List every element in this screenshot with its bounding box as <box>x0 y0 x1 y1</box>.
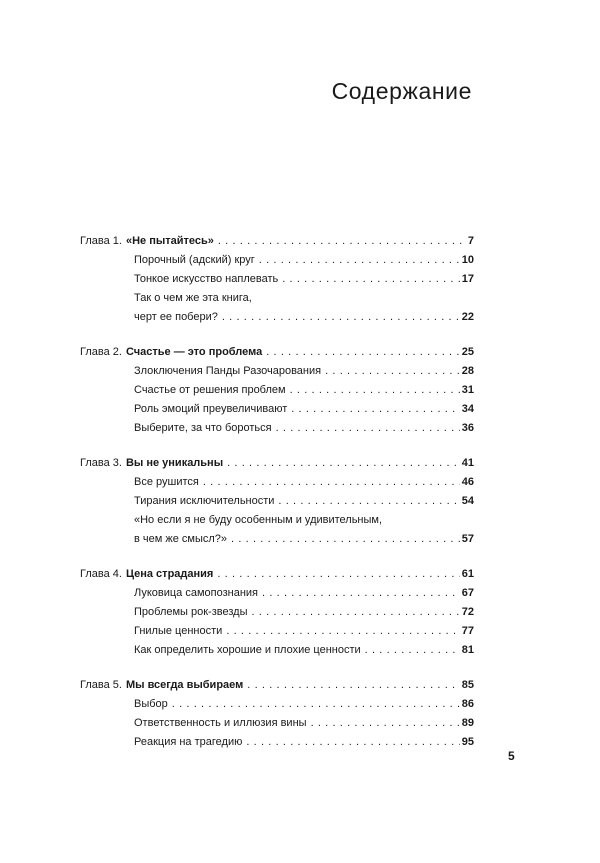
chapter-prefix: Глава 5. <box>80 679 122 691</box>
toc-item[interactable] <box>80 622 474 641</box>
page-ref: 89 <box>461 717 474 729</box>
item-title: Выберите, за что бороться <box>134 422 272 434</box>
page-ref: 61 <box>461 568 474 580</box>
page-ref: 85 <box>461 679 474 691</box>
dot-leader <box>365 641 460 660</box>
item-title: Злоключения Панды Разочарования <box>134 365 322 377</box>
page-title: Содержание <box>331 78 472 104</box>
chapter-prefix: Глава 4. <box>80 568 122 580</box>
item-title: Роль эмоций преувеличивают <box>134 403 288 415</box>
chapter-heading-row[interactable] <box>80 232 474 251</box>
item-title: черт ее побери? <box>134 311 218 323</box>
toc-item[interactable] <box>80 381 474 400</box>
dot-leader <box>266 343 460 362</box>
chapter-title: Цена страдания <box>125 568 214 580</box>
toc-item-line1[interactable] <box>80 511 474 530</box>
dot-leader <box>278 492 459 511</box>
toc-item[interactable] <box>80 419 474 438</box>
chapter-2 <box>80 343 474 438</box>
toc-item[interactable] <box>80 270 474 289</box>
chapter-prefix: Глава 1. <box>80 235 122 247</box>
page-ref: 81 <box>461 644 474 656</box>
item-title: Все рушится <box>134 476 199 488</box>
page-ref: 10 <box>461 254 474 266</box>
chapter-heading-row[interactable] <box>80 454 474 473</box>
item-title: Гнилые ценности <box>134 625 223 637</box>
dot-leader <box>259 251 460 270</box>
toc-item[interactable] <box>80 251 474 270</box>
chapter-title: Вы не уникальны <box>125 457 224 469</box>
dot-leader <box>217 565 459 584</box>
item-title: Выбор <box>134 698 168 710</box>
page-ref: 31 <box>461 384 474 396</box>
chapter-title: Мы всегда выбираем <box>125 679 244 691</box>
dot-leader <box>247 676 459 695</box>
item-title-line1: Так о чем же эта книга, <box>134 292 252 304</box>
page-ref: 28 <box>461 365 474 377</box>
item-title: Порочный (адский) круг <box>134 254 255 266</box>
dot-leader <box>291 400 460 419</box>
page-ref: 86 <box>461 698 474 710</box>
item-title: Тирания исключительности <box>134 495 275 507</box>
dot-leader <box>172 695 460 714</box>
page-number: 5 <box>508 749 515 763</box>
item-title-line1: «Но если я не буду особенным и удивительным, <box>134 514 383 526</box>
chapter-heading-row[interactable] <box>80 343 474 362</box>
page-ref: 95 <box>461 736 474 748</box>
page-ref: 77 <box>461 625 474 637</box>
toc-item[interactable] <box>80 584 474 603</box>
item-title: Реакция на трагедию <box>134 736 243 748</box>
toc-item[interactable] <box>80 714 474 733</box>
chapter-title: Счастье — это проблема <box>125 346 263 358</box>
chapter-5 <box>80 676 474 752</box>
item-title: Проблемы рок-звезды <box>134 606 248 618</box>
item-title: Луковица самопознания <box>134 587 259 599</box>
page-ref: 7 <box>467 235 474 247</box>
dot-leader <box>246 733 459 752</box>
toc-item[interactable] <box>80 641 474 660</box>
page-ref: 54 <box>461 495 474 507</box>
dot-leader <box>262 584 460 603</box>
dot-leader <box>218 232 466 251</box>
item-title: Как определить хорошие и плохие ценности <box>134 644 361 656</box>
dot-leader <box>325 362 460 381</box>
dot-leader <box>203 473 460 492</box>
dot-leader <box>227 454 460 473</box>
item-title: Тонкое искусство наплевать <box>134 273 279 285</box>
dot-leader <box>252 603 460 622</box>
page-ref: 41 <box>461 457 474 469</box>
page-ref: 36 <box>461 422 474 434</box>
page-ref: 72 <box>461 606 474 618</box>
page-ref: 25 <box>461 346 474 358</box>
toc-item[interactable] <box>80 603 474 622</box>
page-ref: 57 <box>461 533 474 545</box>
page-ref: 22 <box>461 311 474 323</box>
item-title: в чем же смысл?» <box>134 533 228 545</box>
toc-item[interactable] <box>80 695 474 714</box>
toc-item[interactable] <box>80 400 474 419</box>
toc-item[interactable] <box>80 530 474 549</box>
item-title: Счастье от решения проблем <box>134 384 286 396</box>
chapter-heading-row[interactable] <box>80 676 474 695</box>
toc-item-line1[interactable] <box>80 289 474 308</box>
chapter-3 <box>80 454 474 549</box>
dot-leader <box>226 622 459 641</box>
chapter-heading-row[interactable] <box>80 565 474 584</box>
chapter-prefix: Глава 2. <box>80 346 122 358</box>
chapter-4 <box>80 565 474 660</box>
toc-item[interactable] <box>80 362 474 381</box>
dot-leader <box>222 308 460 327</box>
page-ref: 34 <box>461 403 474 415</box>
dot-leader <box>282 270 460 289</box>
chapter-1 <box>80 232 474 327</box>
table-of-contents <box>80 232 474 768</box>
dot-leader <box>276 419 460 438</box>
toc-item[interactable] <box>80 308 474 327</box>
dot-leader <box>231 530 460 549</box>
page-ref: 46 <box>461 476 474 488</box>
item-title: Ответственность и иллюзия вины <box>134 717 307 729</box>
toc-item[interactable] <box>80 473 474 492</box>
chapter-prefix: Глава 3. <box>80 457 122 469</box>
toc-item[interactable] <box>80 733 474 752</box>
page-ref: 17 <box>461 273 474 285</box>
dot-leader <box>290 381 460 400</box>
page-ref: 67 <box>461 587 474 599</box>
dot-leader <box>311 714 460 733</box>
toc-item[interactable] <box>80 492 474 511</box>
chapter-title: «Не пытайтесь» <box>125 235 214 247</box>
